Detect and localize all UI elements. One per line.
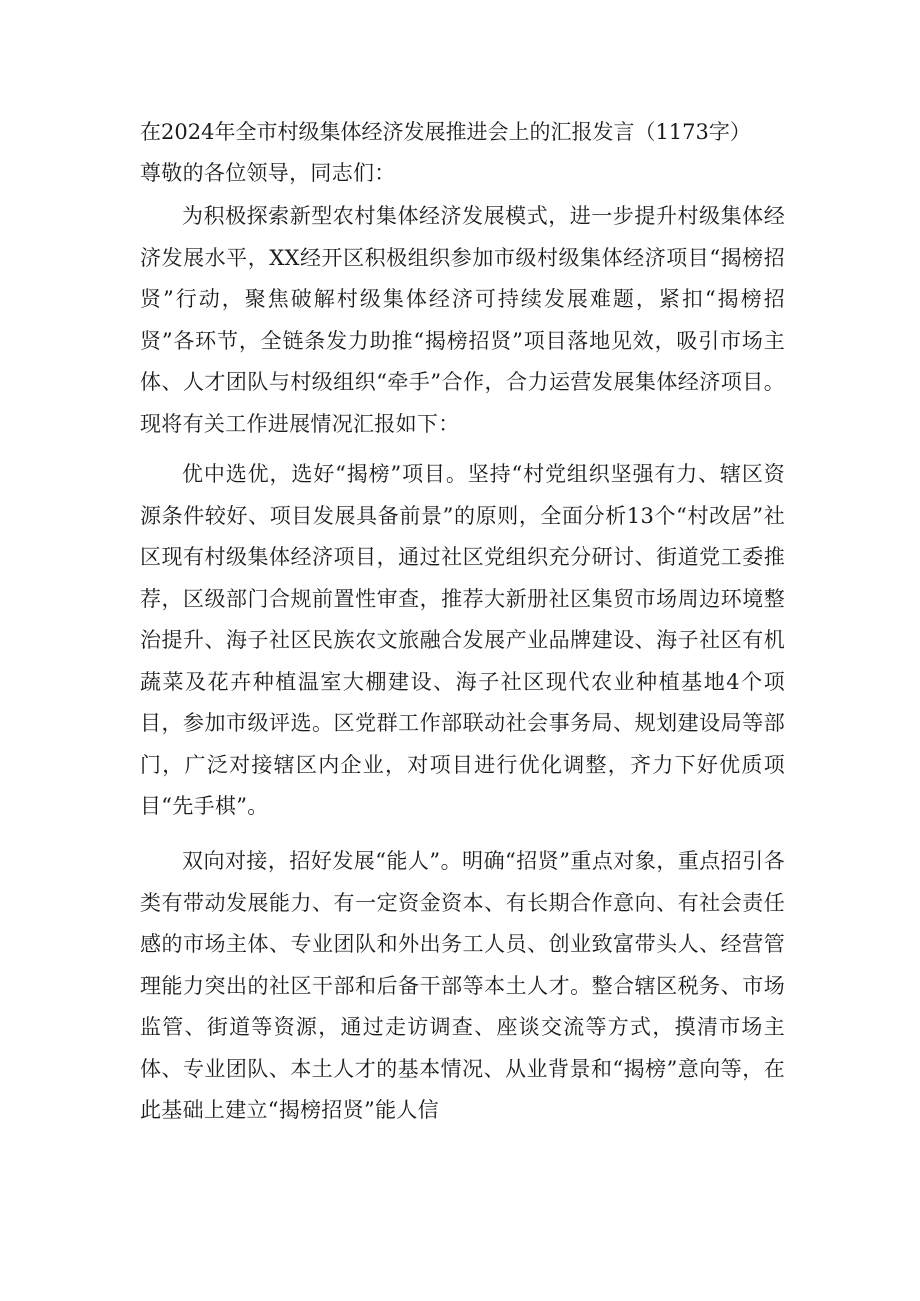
salutation: 尊敬的各位领导，同志们： bbox=[140, 161, 396, 185]
paragraph-project-selection: 优中选优，选好“揭榜”项目。坚持“村党组织坚强有力、辖区资源条件较好、项目发展具备前景”的原则，全面分析13个“村改居”社区现有村级集体经济项目，通过社区党组织充分研讨、街道党工委推荐，区级部门合规前置性审查，推荐大新册社区集贸市场周边环境整治提升、海子社区民族农文旅融合发展产业品牌建设、海子社区有机蔬菜及花卉种植温室大棚建设、海子社区现代农业种植基地4个项目，参加市级评选。区党群工作部联动社会事务局、规划建设局等部门，广泛对接辖区内企业，对项目进行优化调整，齐力下好优质项目“先手棋”。 bbox=[140, 462, 785, 818]
paragraph-talent-recruitment: 双向对接，招好发展“能人”。明确“招贤”重点对象，重点招引各类有带动发展能力、有一定资金资本、有长期合作意向、有社会责任感的市场主体、专业团队和外出务工人员、创业致富带头人、经营管理能力突出的社区干部和后备干部等本土人才。整合辖区税务、市场监管、街道等资源，通过走访调查、座谈交流等方式，摸清市场主体、专业团队、本土人才的基本情况、从业背景和“揭榜”意向等，在此基础上建立“揭榜招贤”能人信 bbox=[140, 849, 785, 1122]
paragraph-intro: 为积极探索新型农村集体经济发展模式，进一步提升村级集体经济发展水平，XX经开区积极组织参加市级村级集体经济项目“揭榜招贤”行动，聚焦破解村级集体经济可持续发展难题，紧扣“揭榜招贤”各环节，全链条发力助推“揭榜招贤”项目落地见效，吸引市场主体、人才团队与村级组织“牵手”合作，合力运营发展集体经济项目。现将有关工作进展情况汇报如下： bbox=[140, 204, 785, 436]
document-title: 在2024年全市村级集体经济发展推进会上的汇报发言（1173字） bbox=[140, 120, 751, 144]
